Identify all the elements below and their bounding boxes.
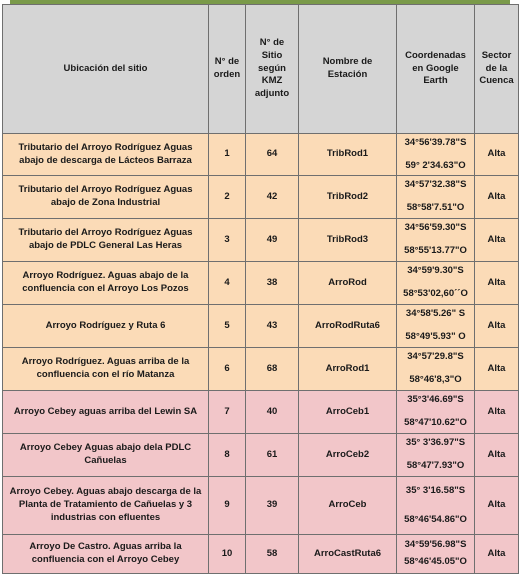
- cell-sector: Alta: [475, 134, 519, 176]
- cell-estacion: ArroCeb1: [299, 391, 397, 434]
- cell-sector: Alta: [475, 219, 519, 262]
- cell-ubicacion: Tributario del Arroyo Rodríguez Aguas abajo de Zona Industrial: [3, 176, 209, 219]
- coord-lon: 58°46'54.86"O: [404, 513, 467, 525]
- table-row: [3, 477, 519, 535]
- cell-sitio: 42: [246, 176, 299, 219]
- cell-orden: 4: [209, 262, 246, 305]
- table-row: [3, 535, 519, 574]
- cell-orden: 7: [209, 391, 246, 434]
- cell-coordenadas: [397, 305, 475, 348]
- cell-orden: 5: [209, 305, 246, 348]
- cell-sector: Alta: [475, 262, 519, 305]
- coord-lon: 58°46'8,3"O: [409, 374, 462, 385]
- header-orden: N° de orden: [209, 5, 246, 134]
- coord-lat: 34°59'9.30"S: [407, 265, 464, 277]
- cell-estacion: ArroCeb: [299, 477, 397, 535]
- cell-coordenadas: [397, 535, 475, 574]
- coord-lon: 58°53'02,60´´O: [403, 288, 468, 299]
- coord-lon: 58°58'7.51"O: [406, 202, 465, 213]
- cell-sector: Alta: [475, 176, 519, 219]
- cell-sitio: 40: [246, 391, 299, 434]
- sampling-sites-table: [2, 4, 519, 574]
- header-sector: Sector de la Cuenca: [475, 5, 519, 134]
- table-row: [3, 219, 519, 262]
- table-row: [3, 391, 519, 434]
- table-row: [3, 134, 519, 176]
- cell-sitio: 49: [246, 219, 299, 262]
- coord-lat: 34°57'29.8"S: [407, 351, 464, 363]
- cell-sitio: 64: [246, 134, 299, 176]
- table-header-row: [3, 5, 519, 134]
- cell-orden: 1: [209, 134, 246, 176]
- cell-sitio: 58: [246, 535, 299, 574]
- cell-sitio: 39: [246, 477, 299, 535]
- coord-lat: 35° 3'36.97"S: [405, 437, 466, 449]
- cell-coordenadas: [397, 348, 475, 391]
- table-row: [3, 262, 519, 305]
- cell-ubicacion: Arroyo Cebey Aguas abajo dela PDLC Cañuelas: [3, 434, 209, 477]
- coord-lat: 35°3'46.69"S: [407, 394, 464, 406]
- coord-lon: 58°55'13.77"O: [404, 245, 467, 256]
- table-row: [3, 348, 519, 391]
- cell-sector: Alta: [475, 305, 519, 348]
- cell-coordenadas: [397, 391, 475, 434]
- cell-estacion: ArroRod1: [299, 348, 397, 391]
- coord-lon: 58°49'5.93" O: [405, 331, 466, 342]
- cell-orden: 2: [209, 176, 246, 219]
- header-ubicacion: Ubicación del sitio: [3, 5, 209, 134]
- cell-estacion: TribRod2: [299, 176, 397, 219]
- cell-sector: Alta: [475, 391, 519, 434]
- coord-lon: 58°47'10.62"O: [404, 417, 467, 428]
- coord-lon: 58°46'45.05"O: [404, 556, 467, 567]
- table-row: [3, 176, 519, 219]
- cell-sector: Alta: [475, 348, 519, 391]
- cell-estacion: ArroRod: [299, 262, 397, 305]
- coord-lat: 34°56'59.30"S: [404, 222, 467, 234]
- table-row: [3, 305, 519, 348]
- cell-coordenadas: [397, 134, 475, 176]
- cell-sitio: 43: [246, 305, 299, 348]
- coord-lon: 58°47'7.93"O: [406, 460, 465, 471]
- cell-coordenadas: [397, 477, 475, 535]
- coord-lat: 34°57'32.38"S: [404, 179, 467, 191]
- cell-orden: 9: [209, 477, 246, 535]
- cell-ubicacion: Arroyo De Castro. Aguas arriba la confluencia con el Arroyo Cebey: [3, 535, 209, 574]
- cell-ubicacion: Arroyo Rodríguez y Ruta 6: [3, 305, 209, 348]
- cell-ubicacion: Arroyo Cebey aguas arriba del Lewin SA: [3, 391, 209, 434]
- cell-coordenadas: [397, 219, 475, 262]
- cell-estacion: ArroRodRuta6: [299, 305, 397, 348]
- cell-sector: Alta: [475, 477, 519, 535]
- cell-orden: 8: [209, 434, 246, 477]
- coord-lon: 59° 2'34.63"O: [405, 159, 466, 171]
- cell-sitio: 68: [246, 348, 299, 391]
- cell-ubicacion: Arroyo Rodríguez. Aguas arriba de la confluencia con el río Matanza: [3, 348, 209, 391]
- header-coordenadas: Coordenadas en Google Earth: [397, 5, 475, 134]
- coord-lat: 34°58'5.26" S: [405, 308, 466, 320]
- coord-lat: 35° 3'16.58"S: [405, 484, 466, 496]
- cell-estacion: TribRod1: [299, 134, 397, 176]
- cell-ubicacion: Tributario del Arroyo Rodríguez Aguas abajo de descarga de Lácteos Barraza: [3, 134, 209, 176]
- cell-estacion: ArroCastRuta6: [299, 535, 397, 574]
- table-row: [3, 434, 519, 477]
- cell-sector: Alta: [475, 535, 519, 574]
- cell-ubicacion: Arroyo Rodríguez. Aguas abajo de la confluencia con el Arroyo Los Pozos: [3, 262, 209, 305]
- cell-orden: 6: [209, 348, 246, 391]
- cell-ubicacion: Tributario del Arroyo Rodríguez Aguas abajo de PDLC General Las Heras: [3, 219, 209, 262]
- coord-lat: 34°56'39.78"S: [404, 136, 467, 148]
- cell-sitio: 38: [246, 262, 299, 305]
- header-estacion: Nombre de Estación: [299, 5, 397, 134]
- cell-coordenadas: [397, 262, 475, 305]
- header-sitio-kmz: N° de Sitio según KMZ adjunto: [246, 5, 299, 134]
- cell-sitio: 61: [246, 434, 299, 477]
- cell-coordenadas: [397, 176, 475, 219]
- cell-estacion: TribRod3: [299, 219, 397, 262]
- cell-estacion: ArroCeb2: [299, 434, 397, 477]
- cell-orden: 3: [209, 219, 246, 262]
- cell-sector: Alta: [475, 434, 519, 477]
- coord-lat: 34°59'56.98"S: [404, 539, 467, 551]
- cell-coordenadas: [397, 434, 475, 477]
- cell-orden: 10: [209, 535, 246, 574]
- cell-ubicacion: Arroyo Cebey. Aguas abajo descarga de la Planta de Tratamiento de Cañuelas y 3 industrias con efluentes: [3, 477, 209, 535]
